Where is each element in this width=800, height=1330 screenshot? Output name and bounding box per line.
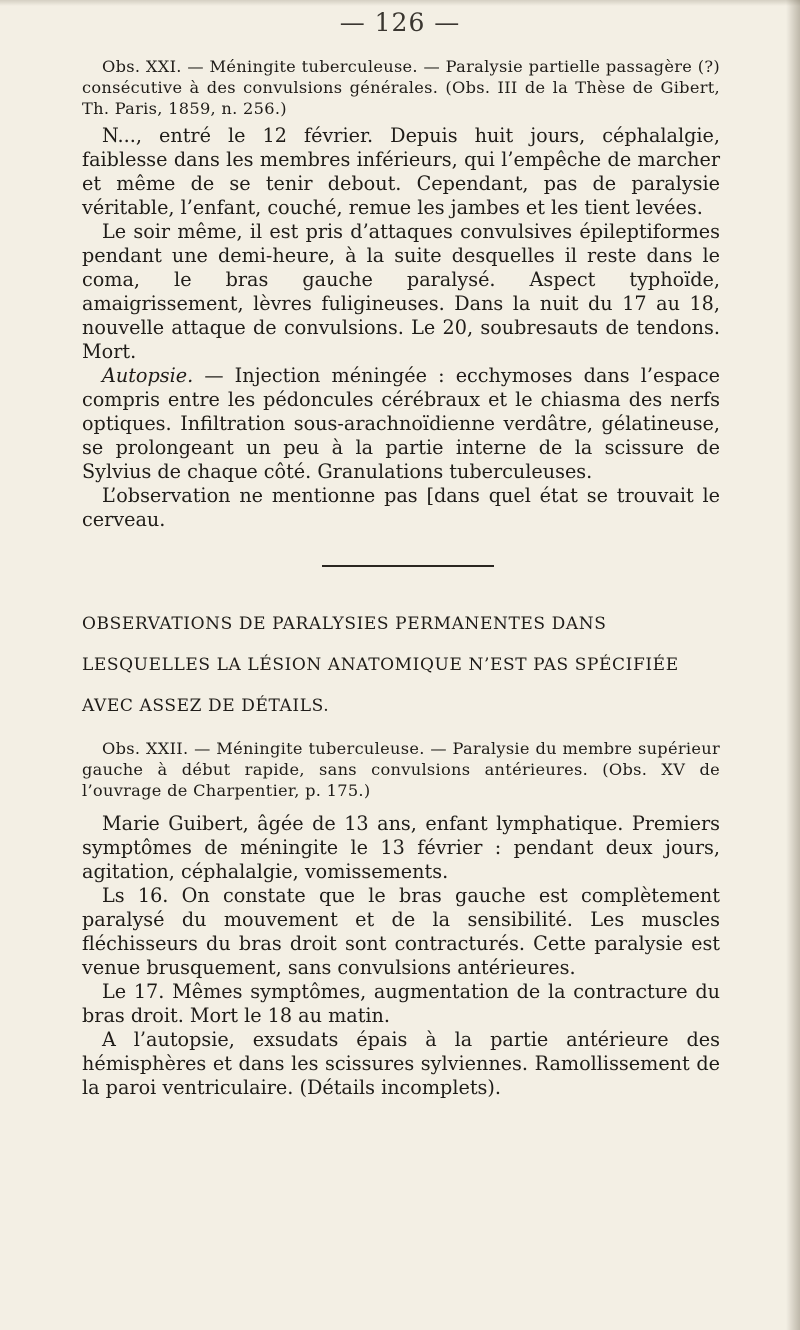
page-number: — 126 — [339, 8, 461, 37]
obs-22-heading [82, 738, 720, 801]
obs-22-title: Obs. XXII. — Méningite tuberculeuse. — Paralysie du membre supérieur gauche à début rapide, sans convulsions antérieures. (Obs. XV de l’ouvrage de Charpentier, p. 175.) [82, 739, 720, 800]
page-edge-shadow [786, 0, 800, 1330]
obs-21-body [82, 124, 720, 532]
obs-21-heading [82, 56, 720, 119]
obs-22-paragraph-4: A l’autopsie, exsudats épais à la partie antérieure des hémisphères et dans les scissures sylviennes. Ramollissement de la paroi ventriculaire. (Détails incomplets). [82, 1028, 720, 1099]
obs-21-title: Obs. XXI. — Méningite tuberculeuse. — Paralysie partielle passagère (?) consécutive à des convulsions générales. (Obs. III de la Thèse de Gibert, Th. Paris, 1859, n. 256.) [82, 57, 720, 118]
section-title: OBSERVATIONS DE PARALYSIES PERMANENTES DANS LESQUELLES LA LÉSION ANATOMIQUE N’EST PAS SPÉCIFIÉE AVEC ASSEZ DE DÉTAILS. [82, 614, 679, 716]
obs-22-paragraph-3: Le 17. Mêmes symptômes, augmentation de la contracture du bras droit. Mort le 18 au matin. [82, 980, 720, 1027]
obs-21-paragraph-4: L’observation ne mentionne pas [dans quel état se trouvait le cerveau. [82, 484, 720, 531]
obs-22-body [82, 812, 720, 1100]
autopsy-text: — Injection méningée : ecchymoses dans l’espace compris entre les pédoncules cérébraux et le chiasma des nerfs optiques. Infiltration sous-arachnoïdienne verdâtre, gélatineuse, se prolongeant un peu à la partie interne de la scissure de Sylvius de chaque côté. Granulations tuberculeuses. [82, 364, 720, 483]
obs-22-paragraph-1: Marie Guibert, âgée de 13 ans, enfant lymphatique. Premiers symptômes de méningite le 13 février : pendant deux jours, agitation, céphalalgie, vomissements. [82, 812, 720, 883]
page-top-shadow [0, 0, 800, 6]
obs-21-paragraph-3 [82, 364, 720, 484]
obs-22-paragraph-2: Ls 16. On constate que le bras gauche est complètement paralysé du mouvement et de la sensibilité. Les muscles fléchisseurs du bras droit sont contracturés. Cette paralysie est venue brusquement, sans convulsions antérieures. [82, 884, 720, 979]
obs-21-paragraph-2: Le soir même, il est pris d’attaques convulsives épileptiformes pendant une demi-heure, à la suite desquelles il reste dans le coma, le bras gauche paralysé. Aspect typhoïde, amaigrissement, lèvres fuligineuses. Dans la nuit du 17 au 18, nouvelle attaque de convulsions. Le 20, soubresauts de tendons. Mort. [82, 220, 720, 363]
section-divider [322, 565, 494, 567]
obs-21-paragraph-1: N..., entré le 12 février. Depuis huit jours, céphalalgie, faiblesse dans les membres inférieurs, qui l’empêche de marcher et même de se tenir debout. Cependant, pas de paralysie véritable, l’enfant, couché, remue les jambes et les tient levées. [82, 124, 720, 219]
autopsy-label: Autopsie. [102, 364, 194, 387]
